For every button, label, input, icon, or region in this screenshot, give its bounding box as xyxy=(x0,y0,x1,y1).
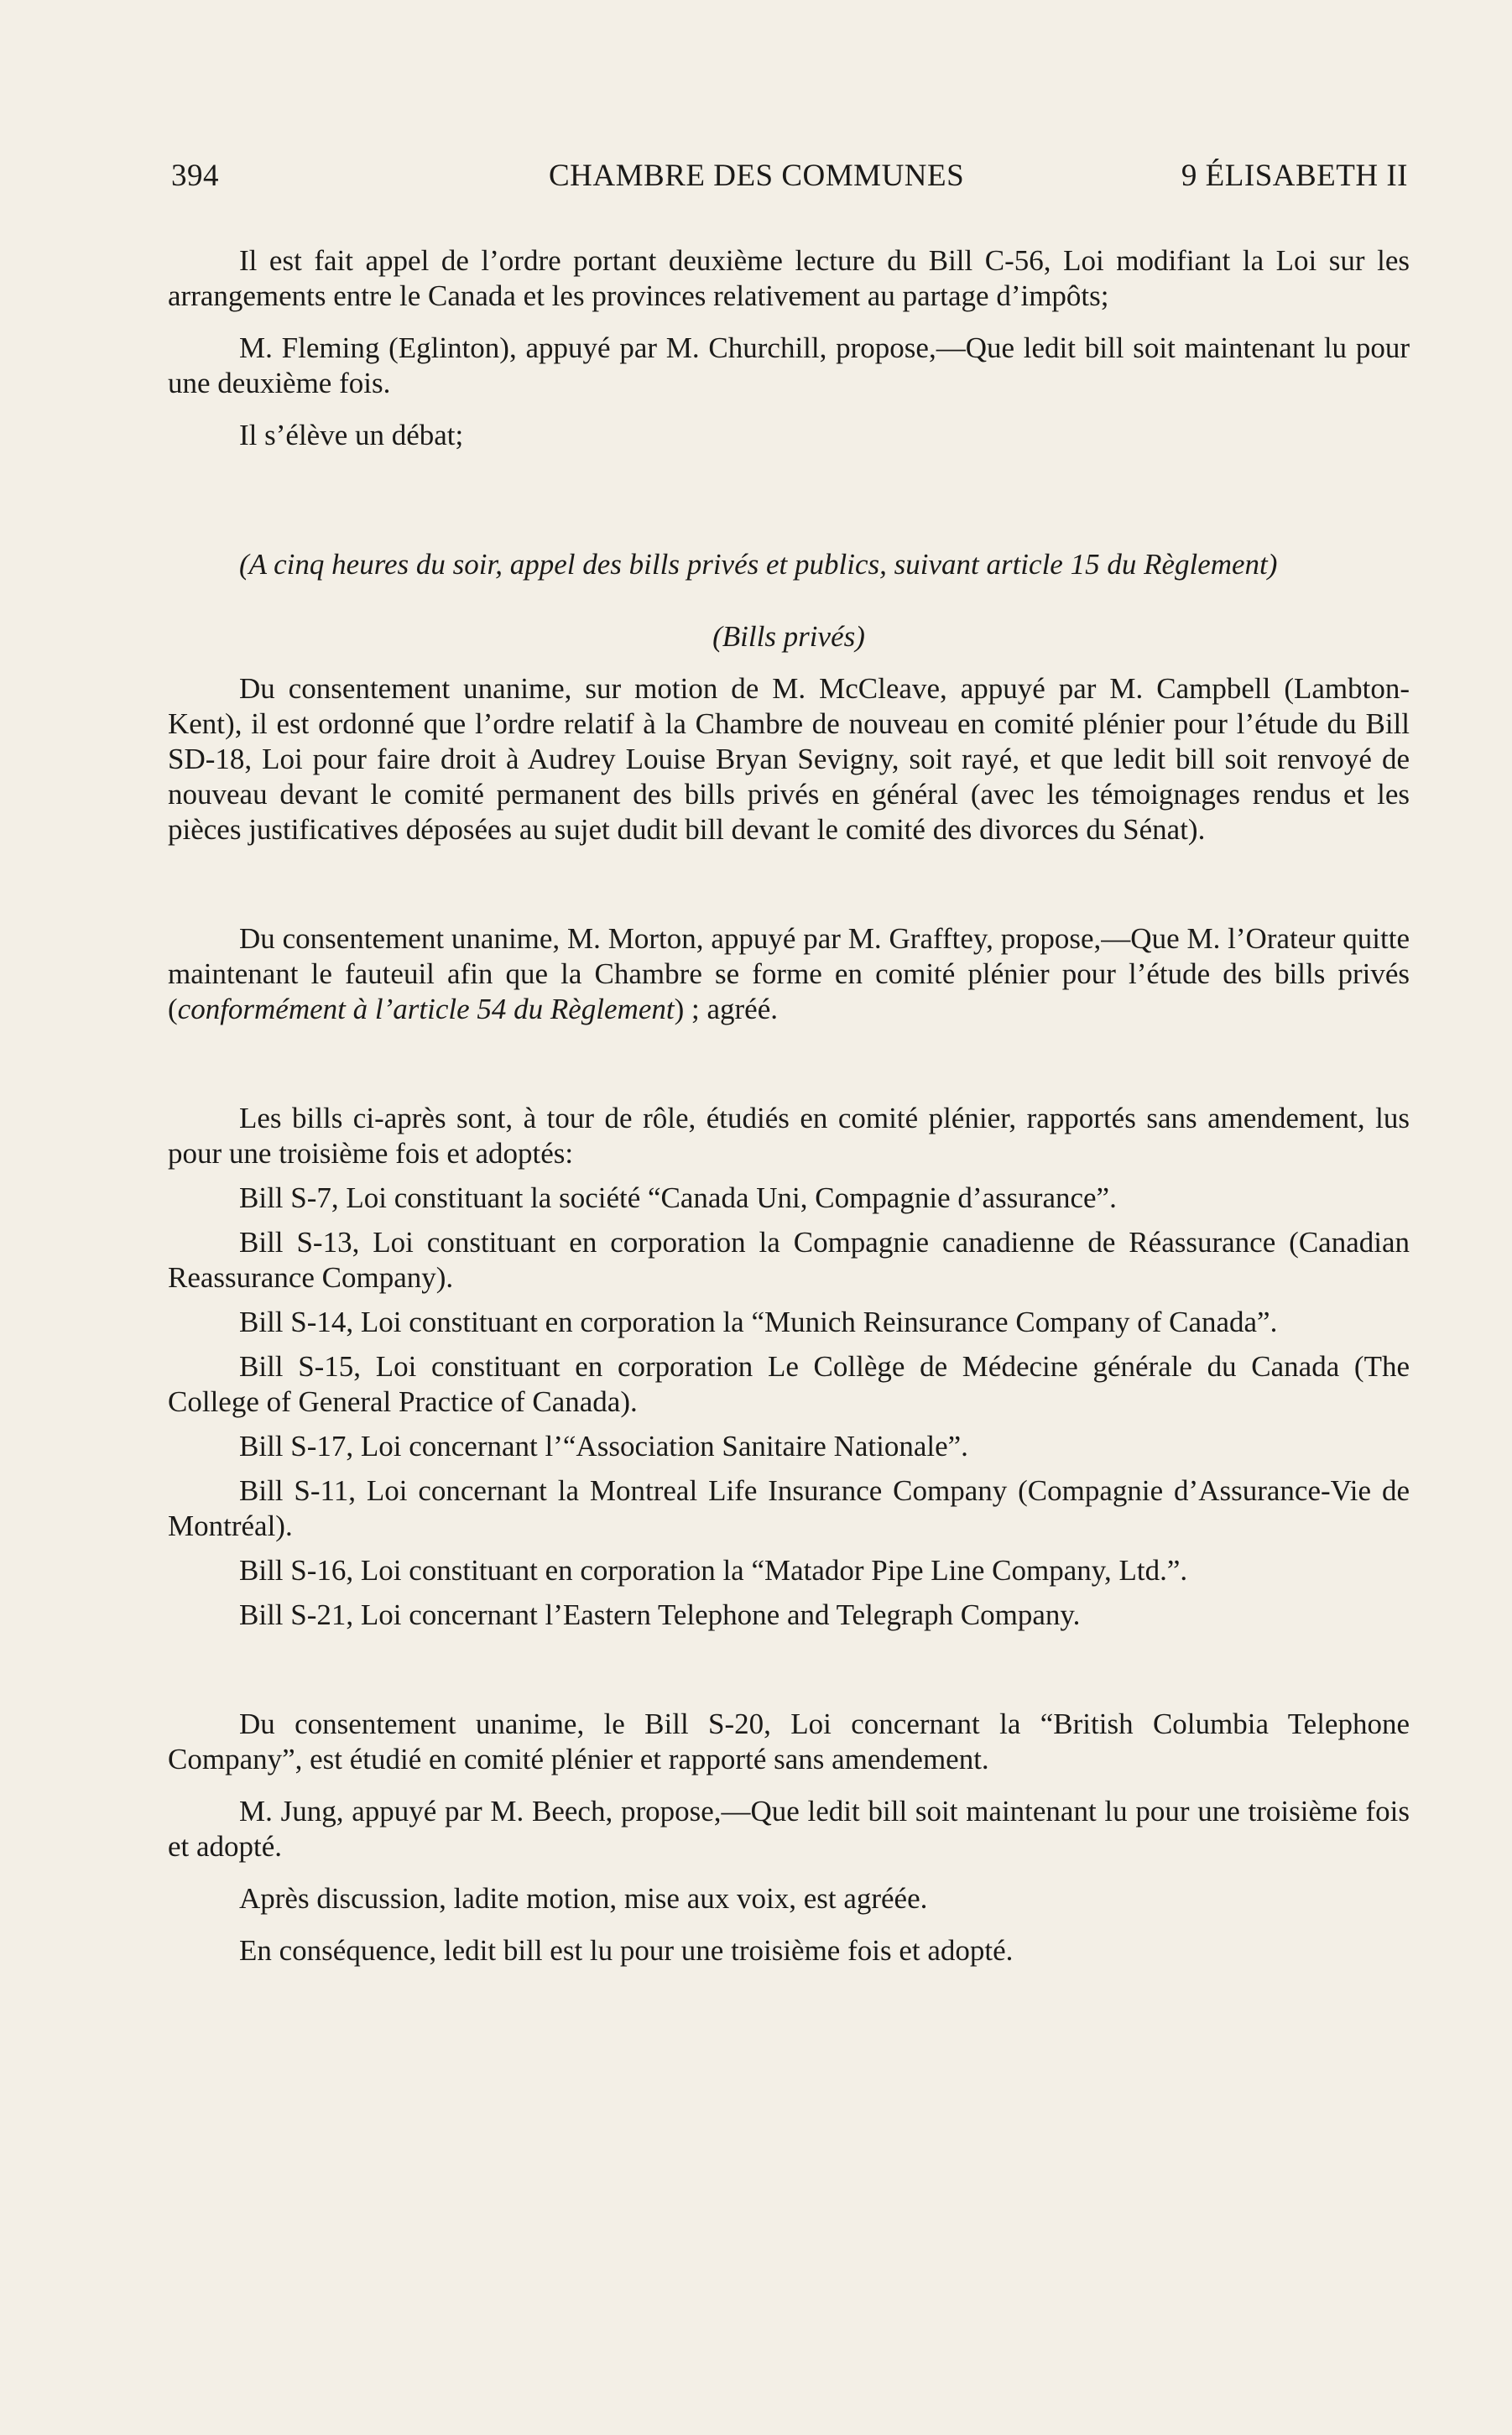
paragraph-debate: Il s’élève un débat; xyxy=(239,419,464,451)
bill-item: Bill S-13, Loi constituant en corporation la Compagnie canadienne de Réassurance (Canadian Reassurance Company). xyxy=(168,1226,1410,1294)
bill-item: Bill S-7, Loi constituant la société “Canada Uni, Compagnie d’assurance”. xyxy=(239,1181,1117,1214)
reign-label: 9 ÉLISABETH II xyxy=(1181,159,1408,193)
bill-item: Bill S-21, Loi concernant l’Eastern Telephone and Telegraph Company. xyxy=(239,1598,1081,1631)
subheading-private-bills: (Bills privés) xyxy=(712,620,865,653)
bill-item: Bill S-15, Loi constituant en corporation Le Collège de Médecine générale du Canada (The College of General Practice of Canada). xyxy=(168,1350,1410,1418)
paragraph-bill-s20: Du consentement unanime, le Bill S-20, Loi concernant la “British Columbia Telephone Company”, est étudié en comité plénier et rapporté sans amendement. xyxy=(168,1708,1410,1775)
paragraph-third-reading-adopted: En conséquence, ledit bill est lu pour une troisième fois et adopté. xyxy=(239,1934,1014,1967)
paragraph-mccleave-motion: Du consentement unanime, sur motion de M. McCleave, appuyé par M. Campbell (Lambton-Kent), il est ordonné que l’ordre relatif à la Chambre de nouveau en comité plénier pour l’étude du Bill SD-18, Loi pour faire droit à Audrey Louise Bryan Sevigny, soit rayé, et que ledit bill soit renvoyé de nouveau devant le comité permanent des bills privés en général (avec les témoignages rendus et les pièces justificatives déposées au sujet dudit bill devant le comité des divorces du Sénat). xyxy=(168,672,1410,846)
paragraph-jung-motion: M. Jung, appuyé par M. Beech, propose,—Que ledit bill soit maintenant lu pour une troisième fois et adopté. xyxy=(168,1795,1410,1863)
morton-motion-reference: conformément à l’article 54 du Règlement xyxy=(177,993,675,1025)
document-body xyxy=(168,243,1410,1968)
paragraph-fleming-motion: M. Fleming (Eglinton), appuyé par M. Churchill, propose,—Que ledit bill soit maintenant lu pour une deuxième fois. xyxy=(168,331,1410,399)
morton-motion-text: Du consentement unanime, M. Morton, appuyé par M. Grafftey, propose,—Que M. l’Orateur quitte maintenant le fauteuil afin que la Chambre se forme en comité plénier pour l’étude des bills privés ( xyxy=(168,922,1410,1025)
bill-item: Bill S-14, Loi constituant en corporation la “Munich Reinsurance Company of Canada”. xyxy=(239,1306,1278,1338)
page-number: 394 xyxy=(171,159,219,193)
bill-item: Bill S-16, Loi constituant en corporation la “Matador Pipe Line Company, Ltd.”. xyxy=(239,1554,1188,1587)
paragraph-order-second-reading: Il est fait appel de l’ordre portant deuxième lecture du Bill C-56, Loi modifiant la Loi sur les arrangements entre le Canada et les provinces relativement au partage d’impôts; xyxy=(168,244,1410,312)
paragraph-five-oclock-note: (A cinq heures du soir, appel des bills privés et publics, suivant article 15 du Règlement) xyxy=(239,548,1278,581)
paragraph-morton-motion xyxy=(168,921,1410,1027)
bill-item: Bill S-17, Loi concernant l’“Association Sanitaire Nationale”. xyxy=(239,1430,968,1463)
page-title: CHAMBRE DES COMMUNES xyxy=(549,159,965,193)
paragraph-bills-intro: Les bills ci-après sont, à tour de rôle, étudiés en comité plénier, rapportés sans amendement, lus pour une troisième fois et adoptés: xyxy=(168,1102,1410,1170)
page-header xyxy=(171,158,1408,200)
bill-item: Bill S-11, Loi concernant la Montreal Life Insurance Company (Compagnie d’Assurance-Vie de Montréal). xyxy=(168,1474,1410,1542)
paragraph-motion-agreed: Après discussion, ladite motion, mise aux voix, est agréée. xyxy=(239,1882,928,1915)
morton-motion-end: ) ; agréé. xyxy=(674,993,778,1025)
